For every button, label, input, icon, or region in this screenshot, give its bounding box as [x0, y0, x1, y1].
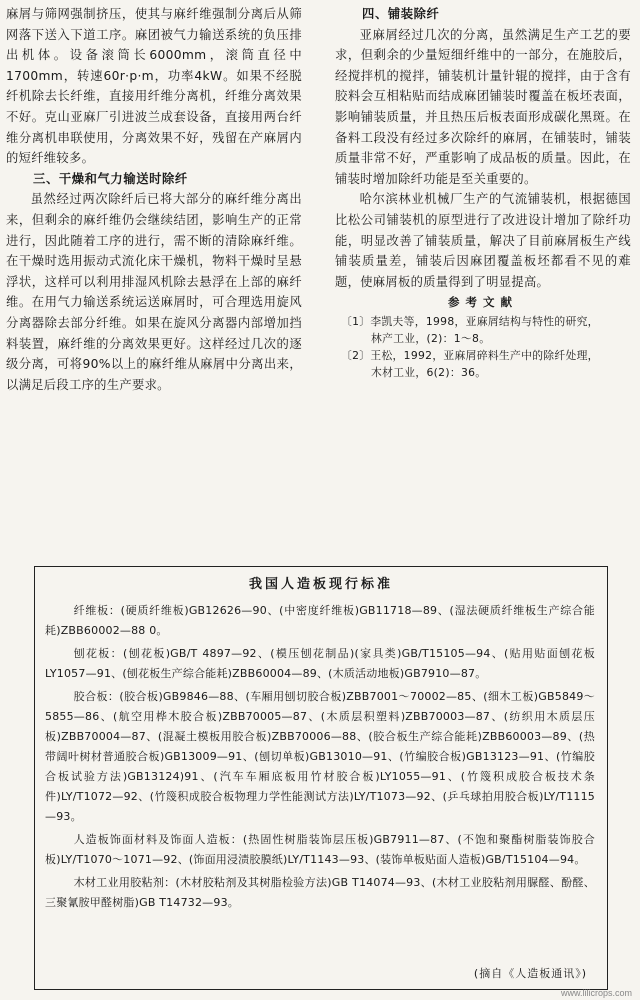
body-paragraph: 哈尔滨林业机械厂生产的气流铺装机，根据德国比松公司铺装机的原型进行了改进设计增加了除纤功能，明显改善了铺装质量，解决了目前麻屑板生产线铺装质量差，铺装后因麻团覆盖板坯都看不见的难题，使麻屑板的质量得到了明显提高。: [335, 192, 631, 289]
standards-paragraph: 木材工业用胶粘剂：(木材胶粘剂及其树脂检验方法)GB T14074—93、(木材工业胶粘剂用脲醛、酚醛、三聚氰胺甲醛树脂)GB T14732—93。: [45, 876, 595, 909]
box-source: (摘自《人造板通讯》): [473, 967, 587, 980]
box-body: [45, 601, 595, 916]
reference-item: 〔2〕王松，1992，亚麻屑碎料生产中的除纤处理，: [341, 348, 599, 362]
body-paragraph: 麻屑与筛网强制挤压，使其与麻纤维强制分离后从筛网落下送入下道工序。麻团被气力输送系统的负压排出机体。设备滚筒长6000mm，滚筒直径中1700mm，转速60r·p·m，功率4kW。如果不经脱纤机除去长纤维，直接用纤维分离机，纤维分离效果不好。克山亚麻厂引进波兰成套设备，直接用两台纤维分离机串联使用，分离效果不好，残留在产麻屑内的短纤维较多。: [6, 7, 302, 166]
body-paragraph: 亚麻屑经过几次的分离，虽然满足生产工艺的要求，但剩余的少量短细纤维中的一部分，在施胶后，经搅拌机的搅拌，铺装机计量针辊的搅拌，由于含有胶料会互相粘贴而结成麻团铺装时覆盖在板坯表面，影响铺装质量，并且热压后板表面形成碳化黑斑。在备料工段没有经过多次除纤的麻屑，在铺装时，铺装质量非常不好，严重影响了成品板的质量。因此，在铺装时增加除纤功能是至关重要的。: [335, 27, 631, 186]
body-paragraph: 虽然经过两次除纤后已将大部分的麻纤维分离出来，但剩余的麻纤维仍会继续结团，影响生产的正常进行，因此随着工序的进行，需不断的清除麻纤维。在干燥时选用振动式流化床干燥机，物料干燥时呈悬浮状，这样可以利用排湿风机除去悬浮在上部的麻纤维。在用气力输送系统运送麻屑时，可合理选用旋风分离器除去部分纤维。如果在旋风分离器内部增加挡料装置，麻纤维的分离效果更好。这样经过几次的逐级分离，可将90%以上的麻纤维从麻屑中分离出来，以满足后段工序的生产要求。: [6, 192, 302, 392]
box-title: 我国人造板现行标准: [248, 577, 393, 592]
right-column: [335, 4, 631, 381]
standards-paragraph: 刨花板：(刨花板)GB/T 4897—92、(模压刨花制品)(家具类)GB/T15105—94、(贴用贴面刨花板 LY1057—91、(刨花板生产综合能耗)ZBB60004—89、(木质活动地板)GB7910—87。: [45, 647, 595, 680]
standards-paragraph: 胶合板：(胶合板)GB9846—88、(车厢用刨切胶合板)ZBB7001～70002—85、(细木工板)GB5849～5855—86、(航空用桦木胶合板)ZBB70005—87、(木质层积塑料)ZBB70003—87、(纺织用木质层压板)ZBB70004—87、(混凝土模板用胶合板)ZBB70006—88、(胶合板生产综合能耗)ZBB60003—89、(热带阔叶树材普通胶合板)GB13009—91、(刨切单板)GB13010—91、(竹编胶合板)GB13123—91、(竹编胶合板试验方法)GB13124)91、(汽车车厢底板用竹材胶合板)LY1055—91、(竹篾积成胶合板技术条件)LY/T1072—92、(竹篾积成胶合板物理力学性能测试方法)LY/T1073—92、(乒乓球拍用胶合板)LY/T1115—93。: [45, 690, 595, 823]
section-heading: 三、干燥和气力输送时除纤: [33, 171, 188, 186]
reference-item-cont: 林产工业，(2)：1～8。: [371, 331, 491, 345]
standards-paragraph: 人造板饰面材料及饰面人造板：(热固性树脂装饰层压板)GB7911—87、(不饱和聚酯树脂装饰胶合板)LY/T1070～1071—92、(饰面用浸渍胶膜纸)LY/T1143—93、(装饰单板贴面人造板)GB/T15104—94。: [45, 833, 595, 866]
references-heading: 参考文献: [448, 295, 518, 310]
section-heading: 四、铺装除纤: [362, 7, 440, 21]
standards-box: [34, 566, 608, 990]
standards-paragraph: 纤维板：(硬质纤维板)GB12626—90、(中密度纤维板)GB11718—89、(湿法硬质纤维板生产综合能耗)ZBB60002—88 0。: [45, 604, 595, 637]
watermark: www.lilicrops.com: [560, 988, 632, 998]
left-column: [6, 4, 302, 395]
reference-item-cont: 木材工业，6(2)：36。: [371, 365, 487, 379]
reference-item: 〔1〕李凯夫等，1998，亚麻屑结构与特性的研究，: [341, 314, 599, 328]
